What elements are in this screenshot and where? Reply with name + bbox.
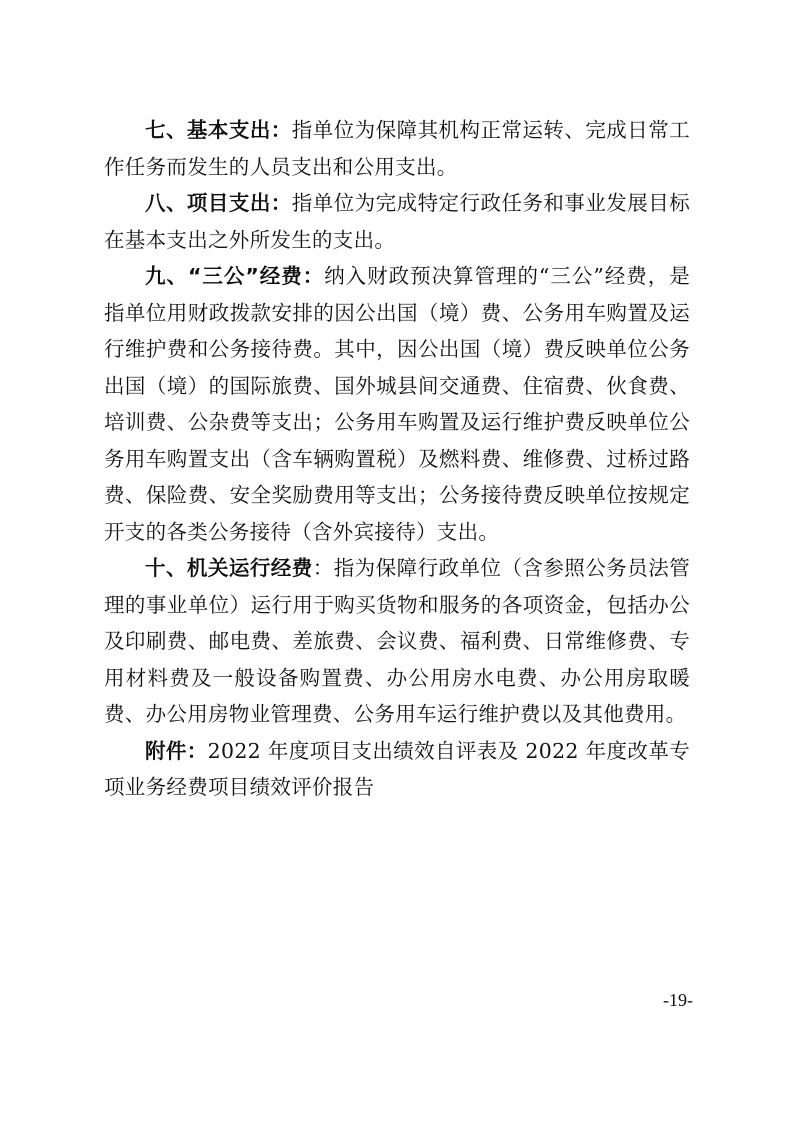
term-label: 七、基本支出： <box>145 118 292 142</box>
definition-three-public-funds <box>104 258 690 550</box>
term-body: ：指为保障行政单位（含参照公务员法管理的事业单位）运行用于购买货物和服务的各项资金，包括办公及印刷费、邮电费、差旅费、会议费、福利费、日常维修费、专用材料费及一般设备购置费、办公用房水电费、办公用房取暖费、办公用房物业管理费、公务用车运行维护费以及其他费用。 <box>104 556 690 726</box>
document-body <box>104 112 690 806</box>
page-number: -19- <box>663 990 693 1010</box>
term-body: 2022 年度项目支出绩效自评表及 2022 年度改革专项业务经费项目绩效评价报告 <box>104 738 690 799</box>
term-label: 九、“三公”经费： <box>145 264 325 288</box>
definition-operating-funds <box>104 550 690 733</box>
term-body: 指单位为保障其机构正常运转、完成日常工作任务而发生的人员支出和公用支出。 <box>104 118 690 179</box>
definition-basic-expenditure <box>104 112 690 185</box>
attachment-note <box>104 733 690 806</box>
term-label: 附件： <box>145 738 208 763</box>
term-body: 纳入财政预决算管理的“三公”经费，是指单位用财政拨款安排的因公出国（境）费、公务用车购置及运行维护费和公务接待费。其中，因公出国（境）费反映单位公务出国（境）的国际旅费、国外城县间交通费、住宿费、伙食费、培训费、公杂费等支出；公务用车购置及运行维护费反映单位公务用车购置支出（含车辆购置税）及燃料费、维修费、过桥过路费、保险费、安全奖励费用等支出；公务接待费反映单位按规定开支的各类公务接待（含外宾接待）支出。 <box>104 264 690 544</box>
term-label: 十、机关运行经费 <box>145 556 313 580</box>
definition-project-expenditure <box>104 185 690 258</box>
term-label: 八、项目支出： <box>145 191 292 215</box>
term-body: 指单位为完成特定行政任务和事业发展目标在基本支出之外所发生的支出。 <box>104 191 690 252</box>
